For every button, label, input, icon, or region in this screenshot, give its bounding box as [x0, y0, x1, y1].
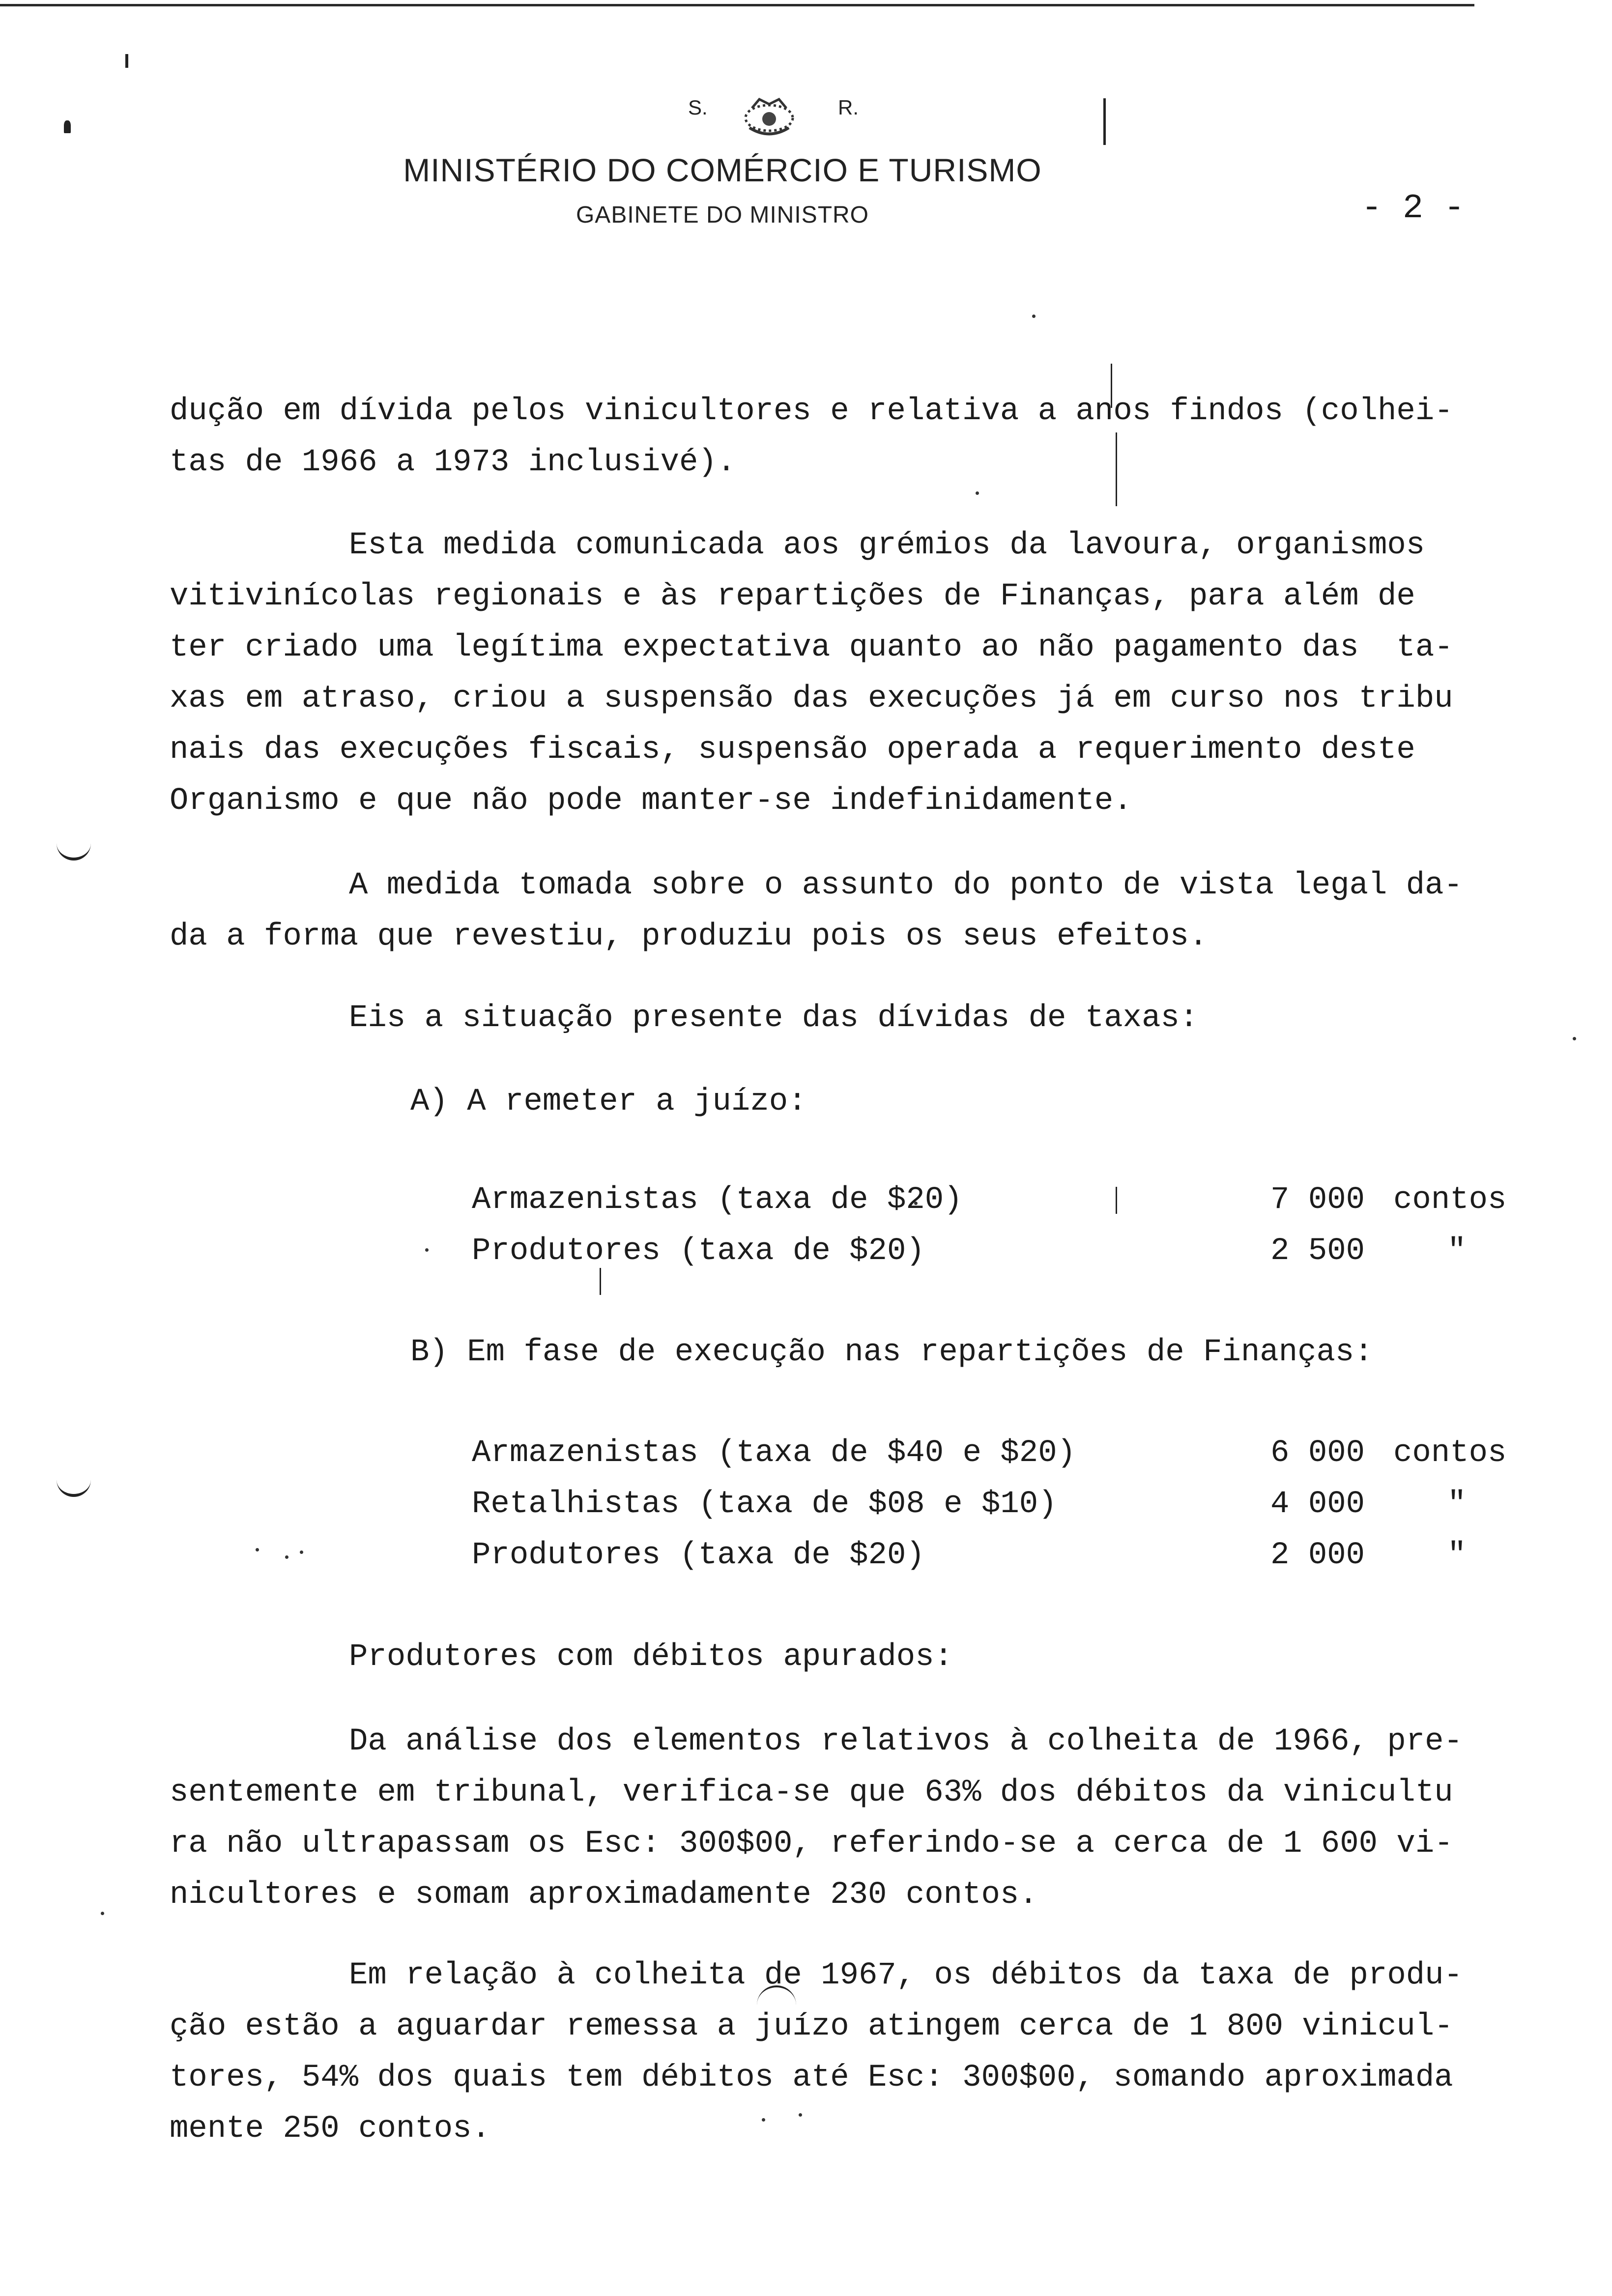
scan-speck	[799, 2113, 802, 2117]
paragraph-line: Organismo e que não pode manter-se indefinidamente.	[170, 783, 1132, 819]
page-number: - 2 -	[1361, 189, 1465, 228]
scan-mark	[1116, 432, 1117, 506]
margin-bracket	[57, 835, 91, 861]
section-b-row-value: 4 000	[1270, 1487, 1365, 1522]
section-b-row-unit: "	[1447, 1487, 1467, 1522]
scan-speck	[1032, 315, 1036, 318]
paragraph-line: A medida tomada sobre o assunto do ponto de vista legal da-	[349, 868, 1463, 903]
paragraph-line: tores, 54% dos quais tem débitos até Esc: 300$00, somando aproximada	[170, 2060, 1453, 2095]
office-subtitle: GABINETE DO MINISTRO	[576, 202, 869, 228]
paragraph-line: mente 250 contos.	[170, 2111, 490, 2147]
paragraph-line: dução em dívida pelos vinicultores e relativa a anos findos (colhei-	[170, 394, 1453, 429]
paragraph-line: Da análise dos elementos relativos à colheita de 1966, pre-	[349, 1724, 1463, 1759]
header-letter-r: R.	[838, 96, 859, 119]
ministry-title: MINISTÉRIO DO COMÉRCIO E TURISMO	[403, 152, 1042, 188]
scan-speck	[300, 1550, 303, 1554]
paragraph-line: tas de 1966 a 1973 inclusivé).	[170, 445, 736, 480]
producers-heading: Produtores com débitos apurados:	[349, 1639, 953, 1675]
section-b-row-unit: "	[1447, 1538, 1467, 1573]
scan-speck	[976, 491, 979, 495]
scan-speck	[762, 2118, 765, 2122]
section-b-row-label: Produtores (taxa de $20)	[472, 1538, 925, 1573]
top-border-line	[0, 4, 1474, 6]
scan-speck	[285, 1555, 288, 1559]
paragraph-line: da a forma que revestiu, produziu pois os seus efeitos.	[170, 919, 1208, 954]
section-a-row-value: 2 500	[1270, 1234, 1365, 1269]
section-a-row-unit: "	[1447, 1234, 1467, 1269]
scan-mark	[1116, 1187, 1117, 1214]
scan-mark	[1103, 98, 1106, 145]
section-a-title: A) A remeter a juízo:	[410, 1084, 807, 1119]
paragraph-line: nicultores e somam aproximadamente 230 contos.	[170, 1877, 1038, 1913]
coat-of-arms-emblem	[737, 93, 801, 138]
scan-speck	[425, 1248, 429, 1252]
margin-bracket	[57, 1472, 91, 1497]
paragraph-line: ra não ultrapassam os Esc: 300$00, referindo-se a cerca de 1 600 vi-	[170, 1826, 1453, 1862]
paragraph-line: Esta medida comunicada aos grémios da lavoura, organismos	[349, 528, 1425, 563]
section-b-row-value: 6 000	[1270, 1435, 1365, 1471]
paragraph-line: ção estão a aguardar remessa a juízo atingem cerca de 1 800 vinicul-	[170, 2009, 1453, 2044]
section-a-row-label: Produtores (taxa de $20)	[472, 1234, 925, 1269]
paragraph-line: Eis a situação presente das dívidas de taxas:	[349, 1001, 1199, 1036]
paragraph-line: xas em atraso, criou a suspensão das execuções já em curso nos tribu	[170, 681, 1453, 717]
paragraph-line: ter criado uma legítima expectativa quanto ao não pagamento das ta-	[170, 630, 1453, 665]
section-b-title: B) Em fase de execução nas repartições de Finanças:	[410, 1335, 1373, 1370]
section-b-row-label: Retalhistas (taxa de $08 e $10)	[472, 1487, 1057, 1522]
paragraph-line: vitivinícolas regionais e às repartições de Finanças, para além de	[170, 579, 1415, 614]
section-b-row-value: 2 000	[1270, 1538, 1365, 1573]
section-b-row-label: Armazenistas (taxa de $40 e $20)	[472, 1435, 1076, 1471]
scan-mark	[64, 120, 71, 133]
scan-speck	[1573, 1037, 1576, 1040]
section-a-row-label: Armazenistas (taxa de $20)	[472, 1182, 963, 1218]
scan-speck	[101, 1912, 104, 1915]
paragraph-line: nais das execuções fiscais, suspensão operada a requerimento deste	[170, 732, 1415, 768]
paragraph-line: Em relação à colheita de 1967, os débitos da taxa de produ-	[349, 1958, 1463, 1993]
section-a-row-value: 7 000	[1270, 1182, 1365, 1218]
scan-speck	[256, 1548, 259, 1551]
header-letter-s: S.	[688, 96, 708, 119]
scan-mark	[125, 54, 128, 68]
section-b-row-unit: contos	[1393, 1435, 1507, 1471]
paragraph-line: sentemente em tribunal, verifica-se que 63% dos débitos da vinicultu	[170, 1775, 1453, 1810]
section-a-row-unit: contos	[1393, 1182, 1507, 1218]
